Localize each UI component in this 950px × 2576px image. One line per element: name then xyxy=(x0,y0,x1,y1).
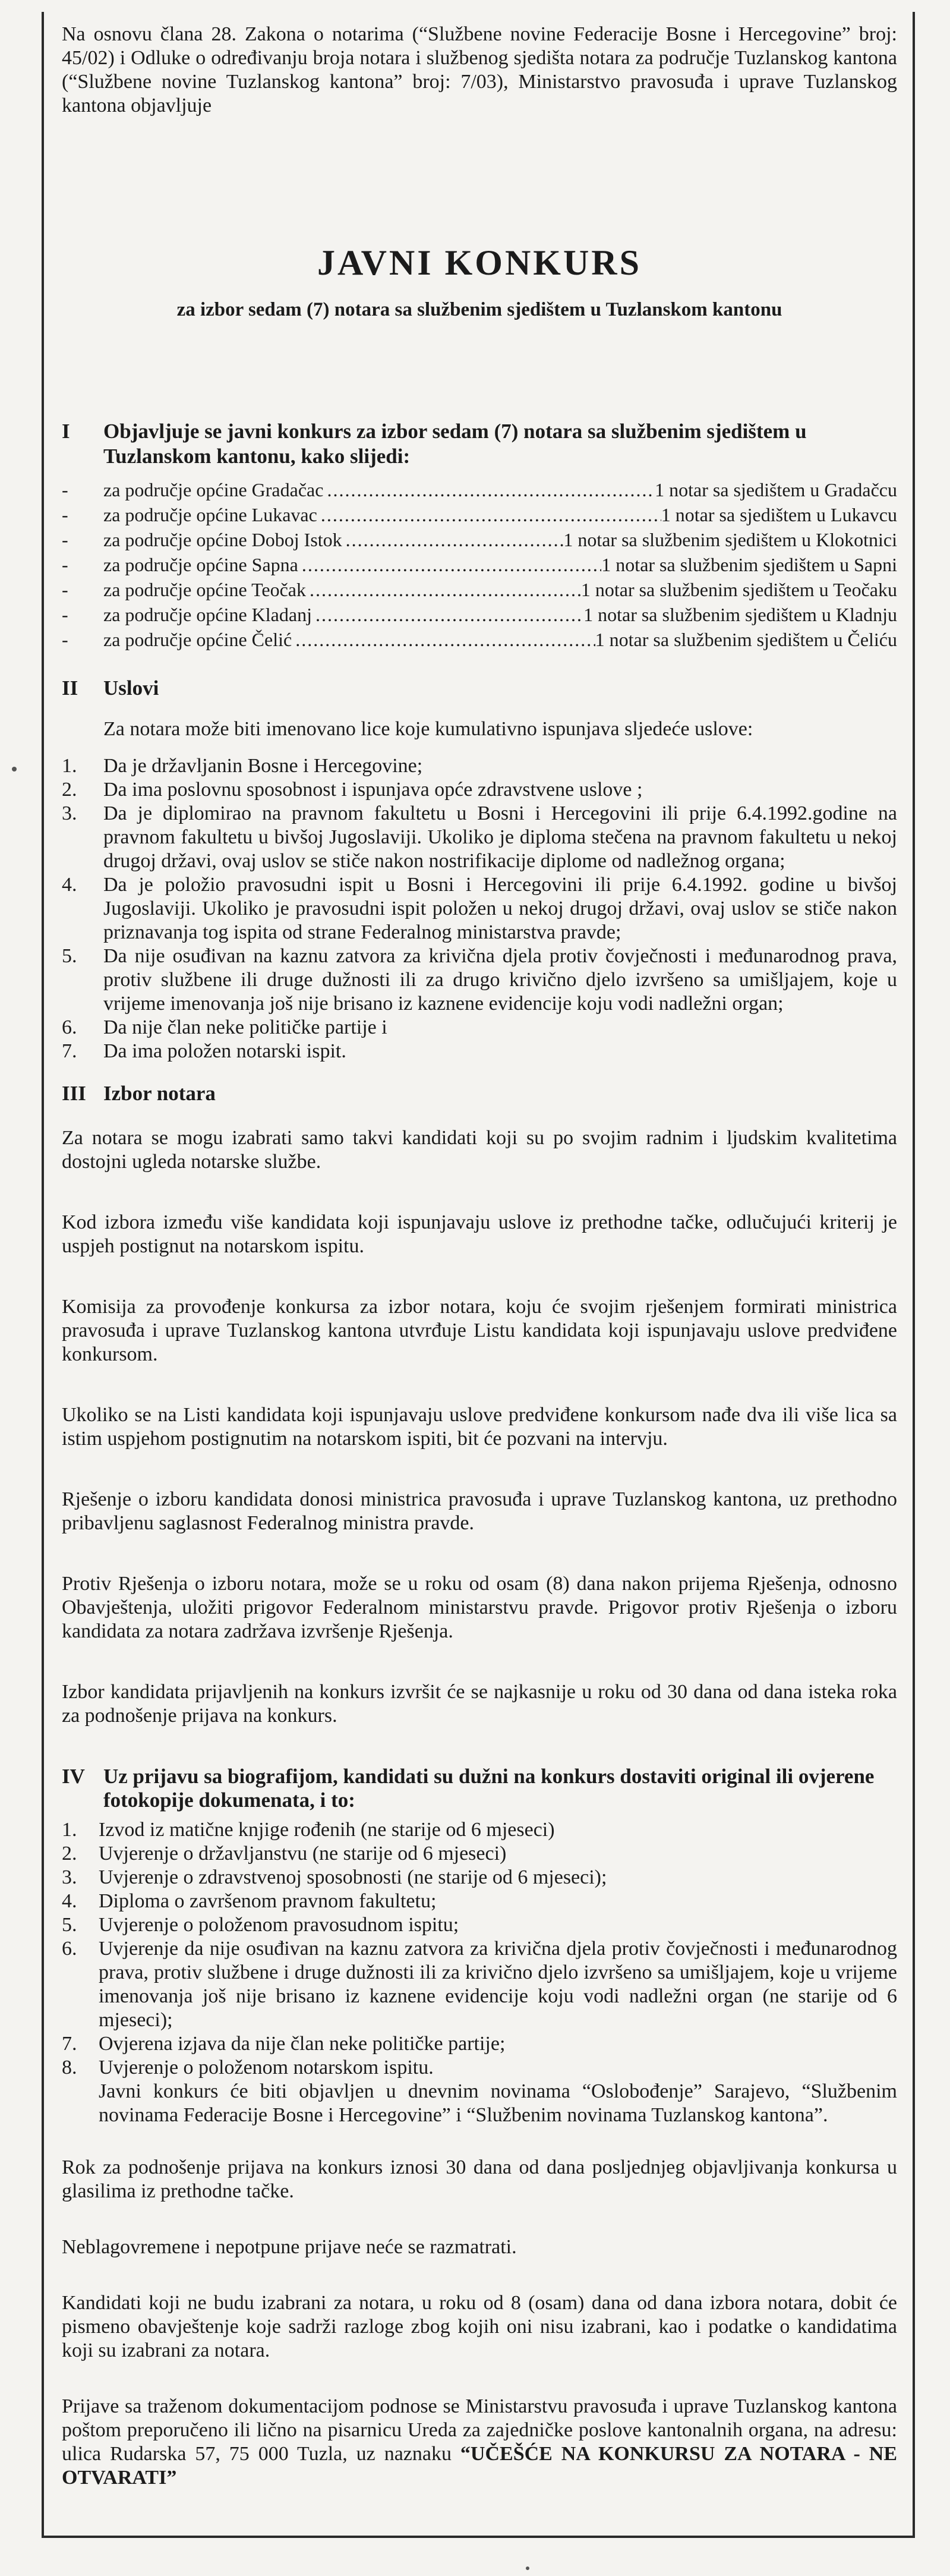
item-text: Da je položio pravosudni ispit u Bosni i Hercegovini ili prije 6.4.1992. godine u bivšoj Jugoslaviji. Ukoliko je pravosudni ispit položen u nekoj drugoj državi, ovaj uslov se stiče nakon priznavanja tog ispita od strane Federalnog ministarstva pravde; xyxy=(103,874,897,943)
item-text: Uvjerenje o položenom pravosudnom ispitu; xyxy=(99,1914,459,1936)
municipality-dash: - xyxy=(62,554,68,575)
submission-paragraph xyxy=(62,2395,897,2490)
section-3 xyxy=(62,1081,897,1728)
dot-leader xyxy=(323,477,655,502)
municipality-row xyxy=(62,602,897,627)
item-text: Da ima poslovnu sposobnost i ispunjava opće zdravstvene uslove ; xyxy=(103,779,643,801)
documents-list xyxy=(62,1818,897,2080)
item-text: Uvjerenje o položenom notarskom ispitu. xyxy=(99,2057,434,2079)
municipality-row xyxy=(62,527,897,552)
section-1-heading xyxy=(62,419,897,469)
municipality-dash: - xyxy=(62,504,68,525)
municipality-row xyxy=(62,502,897,527)
item-text: Da je državljanin Bosne i Hercegovine; xyxy=(103,755,423,777)
item-text: Da je diplomirao na pravnom fakultetu u Bosni i Hercegovini ili prije 6.4.1992.godine na pravnom fakultetu u bivšoj Jugoslaviji. Ukoliko je diploma stečena na pravnom fakultetu u nekoj drugoj državi, ovaj uslov se stiče nakon nostrifikacije diplome od nadležnog organa; xyxy=(103,802,897,872)
dot-leader xyxy=(306,577,581,602)
section-3-heading-text: Izbor notara xyxy=(103,1082,216,1105)
selection-paragraph: Izbor kandidata prijavljenih na konkurs izvršit će se najkasnije u roku od 30 dana od dana isteka roka za podnošenje prijava na konkurs. xyxy=(62,1681,897,1727)
closing-section xyxy=(62,2156,897,2490)
notice-subtitle: za izbor sedam (7) notara sa službenim sjedištem u Tuzlanskom kantonu xyxy=(176,299,782,320)
envelope-label: “UČEŠĆE NA KONKURSU ZA NOTARA - NE OTVARATI” xyxy=(62,2443,898,2489)
municipality-row xyxy=(62,477,897,502)
notary-seat: 1 notar sa službenim sjedištem u Sapni xyxy=(601,554,897,575)
item-number: 6. xyxy=(62,1938,77,1960)
item-number: 5. xyxy=(62,1914,77,1936)
notice-sheet xyxy=(42,12,915,2538)
condition-item xyxy=(62,754,897,778)
dot-leader xyxy=(342,527,564,552)
municipality-dash: - xyxy=(62,604,68,625)
section-3-number: III xyxy=(62,1082,86,1105)
document-item xyxy=(62,1818,897,1842)
document-item xyxy=(62,2032,897,2056)
notary-seat: 1 notar sa službenim sjedištem u Klokotnici xyxy=(563,529,897,550)
document-item xyxy=(62,1913,897,1937)
section-2-heading xyxy=(62,676,897,701)
item-number: 6. xyxy=(62,1016,77,1038)
municipality-list xyxy=(62,477,897,652)
document-item xyxy=(62,1866,897,1890)
condition-item xyxy=(62,873,897,944)
municipality-dash: - xyxy=(62,479,68,500)
municipality-name: za područje općine Kladanj xyxy=(103,604,312,625)
item-text: Ovjerena izjava da nije član neke političke partije; xyxy=(99,2033,506,2055)
conditions-lead: Za notara može biti imenovano lice koje kumulativno ispunjava sljedeće uslove: xyxy=(103,718,753,740)
deadline-paragraph: Rok za podnošenje prijava na konkurs iznosi 30 dana od dana posljednjeg objavljivanja konkursa u glasilima iz prethodne tačke. xyxy=(62,2156,897,2202)
condition-item xyxy=(62,778,897,802)
item-text: Da nije član neke političke partije i xyxy=(103,1016,387,1038)
selection-paragraph: Kod izbora između više kandidata koji ispunjavaju uslove iz prethodne tačke, odlučujući kriterij je uspjeh postignut na notarskom ispitu. xyxy=(62,1211,897,1257)
item-number: 7. xyxy=(62,1040,77,1062)
item-number: 2. xyxy=(62,779,77,801)
document-item xyxy=(62,1937,897,2032)
selection-paragraph: Ukoliko se na Listi kandidata koji ispunjavaju uslove predviđene konkursom nađe dva ili više lica sa istim uspjehom postignutim na notarskom ispiti, bit će pozvani na intervju. xyxy=(62,1404,897,1450)
municipality-name: za područje općine Čelić xyxy=(103,629,292,650)
section-4 xyxy=(62,1765,897,2127)
intro-paragraph: Na osnovu člana 28. Zakona o notarima (“Službene novine Federacije Bosne i Hercegovine” broj: 45/02) i Odluke o određivanju broja notara i službenog sjedišta notara za područje Tuzlanskog kantona (“Službene novine Tuzlanskog kantona” broj: 7/03), Ministarstvo pravosuđa i uprave Tuzlanskog kantona objavljuje xyxy=(62,23,897,116)
notary-seat: 1 notar sa službenim sjedištem u Teočaku xyxy=(580,579,897,600)
municipality-row xyxy=(62,552,897,577)
document-item xyxy=(62,1890,897,1913)
notary-seat: 1 notar sa službenim sjedištem u Kladnju xyxy=(583,604,897,625)
section-2-heading-text: Uslovi xyxy=(103,676,159,700)
section-2-number: II xyxy=(62,676,78,700)
print-speck xyxy=(526,2566,529,2570)
notary-seat: 1 notar sa sjedištem u Gradačcu xyxy=(655,479,897,500)
dot-leader xyxy=(312,602,583,627)
condition-item xyxy=(62,802,897,873)
publication-note: Javni konkurs će biti objavljen u dnevnim novinama “Oslobođenje” Sarajevo, “Službenim novinama Federacije Bosne i Hercegovine” i “Službenim novinama Tuzlanskog kantona”. xyxy=(99,2080,897,2126)
condition-item xyxy=(62,1016,897,1040)
document-item xyxy=(62,1842,897,1866)
item-number: 4. xyxy=(62,1890,77,1912)
item-number: 1. xyxy=(62,1819,77,1841)
item-number: 4. xyxy=(62,874,77,896)
item-number: 2. xyxy=(62,1843,77,1865)
item-text: Uvjerenje o zdravstvenoj sposobnosti (ne starije od 6 mjeseci); xyxy=(99,1866,607,1888)
item-text: Izvod iz matične knjige rođenih (ne starije od 6 mjeseci) xyxy=(99,1819,555,1841)
section-4-heading xyxy=(62,1765,897,1812)
municipality-row xyxy=(62,627,897,652)
item-number: 7. xyxy=(62,2033,77,2055)
notary-seat: 1 notar sa službenim sjedištem u Čeliću xyxy=(595,629,897,650)
condition-item xyxy=(62,1040,897,1063)
selection-paragraph: Protiv Rješenja o izboru notara, može se u roku od osam (8) dana nakon prijema Rješenja, odnosno Obavještenja, uložiti prigovor Federalnom ministarstvu pravde. Prigovor protiv Rješenja o izboru kandidata za notara zadržava izvršenje Rješenja. xyxy=(62,1573,897,1642)
municipality-dash: - xyxy=(62,579,68,600)
municipality-name: za područje općine Gradačac xyxy=(103,479,324,500)
municipality-name: za područje općine Doboj Istok xyxy=(103,529,342,550)
municipality-name: za područje općine Teočak xyxy=(103,579,306,600)
notice-title: JAVNI KONKURS xyxy=(317,243,642,282)
item-number: 3. xyxy=(62,802,77,824)
conditions-list xyxy=(62,754,897,1063)
item-number: 8. xyxy=(62,2057,77,2079)
item-text: Da ima položen notarski ispit. xyxy=(103,1040,346,1062)
notary-seat: 1 notar sa sjedištem u Lukavcu xyxy=(661,504,897,525)
municipality-dash: - xyxy=(62,629,68,650)
municipality-name: za područje općine Lukavac xyxy=(103,504,317,525)
municipality-name: za područje općine Sapna xyxy=(103,554,298,575)
municipality-row xyxy=(62,577,897,602)
item-text: Uvjerenje o državljanstvu (ne starije od 6 mjeseci) xyxy=(99,1843,507,1865)
municipality-dash: - xyxy=(62,529,68,550)
document-item xyxy=(62,2056,897,2080)
item-number: 5. xyxy=(62,945,77,967)
item-text: Da nije osuđivan na kaznu zatvora za krivična djela protiv čovječnosti i međunarodnog prava, protiv službene ili druge dužnosti ili za drugo krivično djelo izvršeno sa umišljajem, koje u vrijeme imenovanja još nije brisano iz kaznene evidencije koju vodi nadležni organ; xyxy=(103,945,897,1015)
print-speck xyxy=(12,767,17,771)
selection-paragraph: Rješenje o izboru kandidata donosi ministrica pravosuđa i uprave Tuzlanskog kantona, uz prethodno pribavljenu saglasnost Federalnog ministra pravde. xyxy=(62,1488,897,1534)
section-3-heading xyxy=(62,1081,897,1106)
dot-leader xyxy=(298,552,601,577)
notification-paragraph: Kandidati koji ne budu izabrani za notara, u roku od 8 (osam) dana od dana izbora notara, dobit će pismeno obavještenje koje sadrži razloge zbog kojih oni nisu izabrani, kao i podatke o kandidatima koji su izabrani za notara. xyxy=(62,2292,897,2361)
item-text: Uvjerenje da nije osuđivan na kaznu zatvora za krivična djela protiv čovječnosti i međunarodnog prava, protiv službene i druge dužnosti ili za krivično djelo izvršeno sa umišljajem, koje u vrijeme imenovanja još nije brisano iz kaznene evidencije koju vodi nadležni organ (ne starije od 6 mjeseci); xyxy=(99,1938,897,2031)
section-1-number: I xyxy=(62,420,70,443)
submission-text: Prijave sa traženom dokumentacijom podnose se Ministarstvu pravosuđa i uprave Tuzlanskog kantona poštom preporučeno ili lično na pisarnicu Ureda za zajedničke poslove kantonalnih organa, na adresu: ulica Rudarska 57, 75 000 Tuzla, uz naznaku xyxy=(62,2395,897,2465)
item-number: 1. xyxy=(62,755,77,777)
section-4-number: IV xyxy=(62,1765,85,1788)
section-4-heading-text: Uz prijavu sa biografijom, kandidati su dužni na konkurs dostaviti original ili ovjerene fotokopije dokumenata, i to: xyxy=(103,1765,875,1812)
selection-paragraphs xyxy=(62,1126,897,1728)
section-2 xyxy=(62,676,897,1063)
late-applications-paragraph: Neblagovremene i nepotpune prijave neće se razmatrati. xyxy=(62,2236,517,2258)
dot-leader xyxy=(292,627,595,652)
section-1-heading-text: Objavljuje se javni konkurs za izbor sedam (7) notara sa službenim sjedištem u Tuzlanskom kantonu, kako slijedi: xyxy=(103,420,807,468)
dot-leader xyxy=(317,502,661,527)
item-text: Diploma o završenom pravnom fakultetu; xyxy=(99,1890,437,1912)
selection-paragraph: Komisija za provođenje konkursa za izbor notara, koju će svojim rješenjem formirati ministrica pravosuđa i uprave Tuzlanskog kantona utvrđuje Listu kandidata koji ispunjavaju uslove predviđene konkursom. xyxy=(62,1296,897,1365)
selection-paragraph: Za notara se mogu izabrati samo takvi kandidati koji su po svojim radnim i ljudskim kvalitetima dostojni ugleda notarske službe. xyxy=(62,1127,897,1173)
item-number: 3. xyxy=(62,1866,77,1888)
condition-item xyxy=(62,944,897,1016)
section-1 xyxy=(62,419,897,652)
